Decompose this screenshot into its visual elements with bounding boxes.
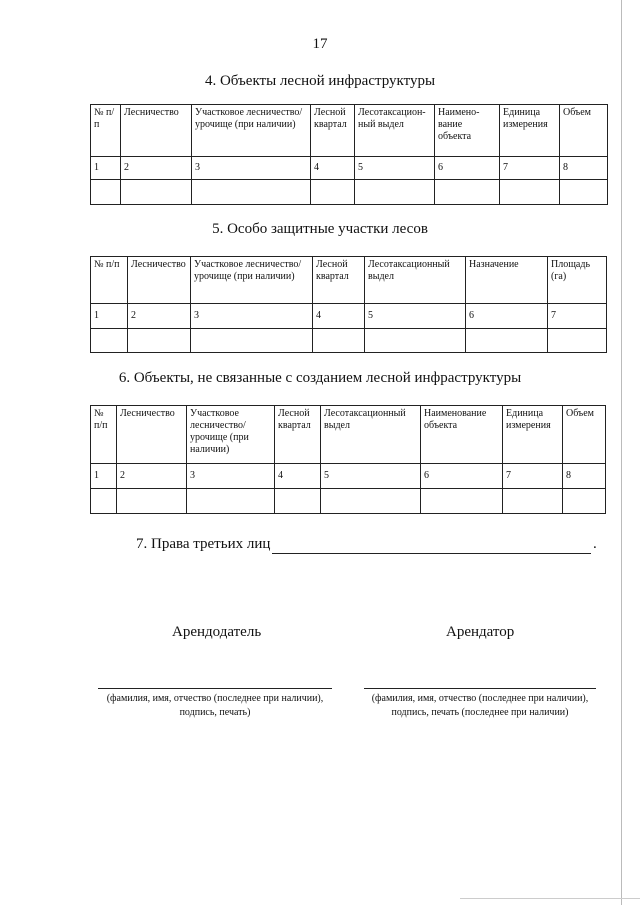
header-cell: Участковое лесничество/урочище (при наличии) — [192, 105, 311, 157]
page-edge — [460, 898, 640, 899]
table-empty-row — [91, 180, 608, 205]
number-cell: 3 — [192, 157, 311, 180]
header-cell: Участковое лесничество/ урочище (при наличии) — [187, 406, 275, 464]
header-cell: № п/п — [91, 105, 121, 157]
header-cell: Участковое лесничество/урочище (при наличии) — [191, 257, 313, 304]
number-cell: 4 — [275, 464, 321, 489]
number-cell: 6 — [435, 157, 500, 180]
lessee-title: Арендатор — [446, 624, 515, 640]
header-cell: Объем — [560, 105, 608, 157]
number-cell: 1 — [91, 157, 121, 180]
lessor-signature-line — [98, 688, 332, 689]
empty-cell — [548, 329, 607, 353]
number-cell: 1 — [91, 304, 128, 329]
number-cell: 2 — [128, 304, 191, 329]
number-cell: 7 — [503, 464, 563, 489]
empty-cell — [128, 329, 191, 353]
empty-cell — [91, 489, 117, 514]
number-cell: 6 — [466, 304, 548, 329]
section-5-table — [90, 256, 607, 353]
header-cell: Наимено-вание объекта — [435, 105, 500, 157]
empty-cell — [91, 329, 128, 353]
empty-cell — [121, 180, 192, 205]
number-cell: 8 — [560, 157, 608, 180]
header-cell: Лесотаксационный выдел — [365, 257, 466, 304]
number-cell: 8 — [563, 464, 606, 489]
section-7-label: 7. Права третьих лиц — [136, 536, 271, 552]
lessee-signature-caption — [356, 692, 604, 720]
caption-line: подпись, печать (последнее при наличии) — [391, 707, 569, 718]
number-cell: 6 — [421, 464, 503, 489]
empty-cell — [466, 329, 548, 353]
header-cell: Единица измерения — [500, 105, 560, 157]
header-cell: Лесной квартал — [275, 406, 321, 464]
number-cell: 5 — [355, 157, 435, 180]
empty-cell — [355, 180, 435, 205]
number-cell: 4 — [313, 304, 365, 329]
header-cell: № п/п — [91, 406, 117, 464]
header-cell: Лесничество — [121, 105, 192, 157]
table-empty-row — [91, 489, 606, 514]
header-cell: Назначение — [466, 257, 548, 304]
table-number-row — [91, 464, 606, 489]
lessor-signature-caption — [88, 692, 342, 720]
empty-cell — [500, 180, 560, 205]
table-header-row — [91, 406, 606, 464]
lessee-signature-line — [364, 688, 596, 689]
number-cell: 2 — [117, 464, 187, 489]
number-cell: 2 — [121, 157, 192, 180]
header-cell: Лесной квартал — [311, 105, 355, 157]
table-number-row — [91, 157, 608, 180]
empty-cell — [313, 329, 365, 353]
rights-fill-line — [272, 553, 591, 554]
header-cell: Лесотаксацион-ный выдел — [355, 105, 435, 157]
empty-cell — [321, 489, 421, 514]
table-empty-row — [91, 329, 607, 353]
header-cell: Лесотаксационный выдел — [321, 406, 421, 464]
header-cell: Объем — [563, 406, 606, 464]
number-cell: 5 — [365, 304, 466, 329]
number-cell: 7 — [548, 304, 607, 329]
page-edge — [621, 0, 622, 905]
number-cell: 5 — [321, 464, 421, 489]
caption-line: (фамилия, имя, отчество (последнее при наличии), — [106, 693, 324, 704]
header-cell: Лесной квартал — [313, 257, 365, 304]
empty-cell — [563, 489, 606, 514]
empty-cell — [192, 180, 311, 205]
rights-line-dot: . — [593, 536, 597, 552]
section-4-title: 4. Объекты лесной инфраструктуры — [204, 73, 436, 89]
header-cell: Лесничество — [128, 257, 191, 304]
section-6-title: 6. Объекты, не связанные с созданием лесной инфраструктуры — [118, 370, 522, 386]
table-header-row — [91, 257, 607, 304]
table-number-row — [91, 304, 607, 329]
number-cell: 7 — [500, 157, 560, 180]
empty-cell — [117, 489, 187, 514]
section-5-title: 5. Особо защитные участки лесов — [212, 221, 428, 237]
empty-cell — [187, 489, 275, 514]
section-6-table — [90, 405, 606, 514]
empty-cell — [421, 489, 503, 514]
empty-cell — [365, 329, 466, 353]
caption-line: (фамилия, имя, отчество (последнее при наличии), — [371, 693, 589, 704]
number-cell: 3 — [191, 304, 313, 329]
header-cell: Наименование объекта — [421, 406, 503, 464]
section-4-table — [90, 104, 608, 205]
number-cell: 1 — [91, 464, 117, 489]
page-number: 17 — [312, 36, 328, 52]
empty-cell — [435, 180, 500, 205]
empty-cell — [91, 180, 121, 205]
empty-cell — [503, 489, 563, 514]
empty-cell — [275, 489, 321, 514]
empty-cell — [560, 180, 608, 205]
number-cell: 4 — [311, 157, 355, 180]
empty-cell — [311, 180, 355, 205]
lessor-title: Арендодатель — [172, 624, 262, 640]
empty-cell — [191, 329, 313, 353]
header-cell: Площадь (га) — [548, 257, 607, 304]
table-header-row — [91, 105, 608, 157]
header-cell: Единица измерения — [503, 406, 563, 464]
number-cell: 3 — [187, 464, 275, 489]
caption-line: подпись, печать) — [179, 707, 251, 718]
header-cell: Лесничество — [117, 406, 187, 464]
header-cell: № п/п — [91, 257, 128, 304]
